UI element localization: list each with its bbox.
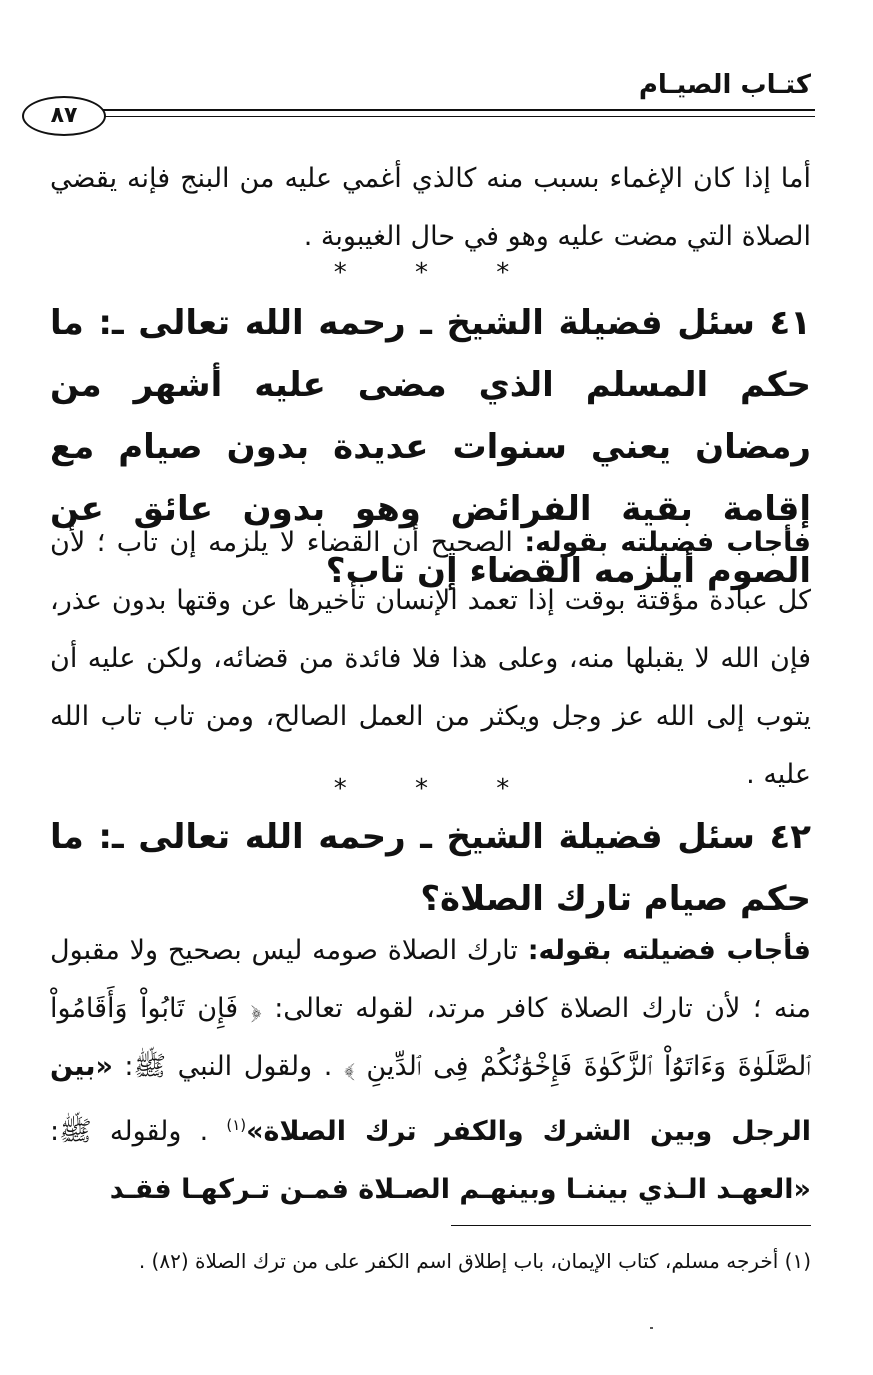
answer-41	[50, 514, 811, 804]
footnote-marker: (١)	[226, 1116, 247, 1134]
intro-paragraph: أما إذا كان الإغماء بسبب منه كالذي أغمي عليه من البنج فإنه يقضي الصلاة التي مضت عليه وهو في حال الغيبوبة .	[50, 163, 811, 252]
header-rule-thin	[100, 116, 815, 117]
answer-42-text-2: . ولقول النبي ﷺ:	[112, 1051, 344, 1082]
question-42: ٤٢ سئل فضيلة الشيخ ـ رحمه الله تعالى ـ: ما حكم صيام تارك الصلاة؟	[50, 817, 811, 919]
hadith-2: «العهـد الـذي بيننـا وبينهـم الصـلاة فمـن تـركهـا فقـد	[109, 1174, 811, 1205]
answer-41-lead: فأجاب فضيلته بقوله:	[524, 527, 811, 558]
answer-42-text-1: تارك الصلاة صومه ليس بصحيح ولا مقبول منه ؛ لأن تارك الصلاة كافر مرتد، لقوله تعالى:	[50, 935, 811, 1024]
section-separator-2: * * *	[333, 774, 540, 804]
answer-41-text: الصحيح أن القضاء لا يلزمه إن تاب ؛ لأن كل عبادة مؤقتة بوقت إذا تعمد الإنسان تأخيرها عن وقتها بدون عذر، فإن الله لا يقبلها منه، وعلى هذا فلا فائدة من قضائه، ولكن عليه أن يتوب إلى الله عز وجل ويكثر من العمل الصالح، ومن تاب تاب الله عليه .	[50, 527, 811, 790]
stray-mark	[650, 1327, 653, 1329]
answer-42	[50, 922, 811, 1219]
section-separator: * * *	[333, 258, 540, 288]
footnote-1: (١) أخرجه مسلم، كتاب الإيمان، باب إطلاق اسم الكفر على من ترك الصلاة (٨٢) .	[138, 1249, 811, 1273]
page-number-badge: ٨٧	[22, 96, 106, 136]
footnote-rule	[451, 1225, 811, 1226]
answer-42-lead: فأجاب فضيلته بقوله:	[527, 935, 811, 966]
header-rule	[100, 109, 815, 111]
running-header-title: كتـاب الصيـام	[638, 70, 811, 100]
hadith-1: «بين الرجل وبين الشرك والكفر ترك الصلاة»	[50, 1051, 812, 1147]
quran-verse: ﴿ فَإِن تَابُواْ وَأَقَامُواْ ٱلصَّلَوٰةَ وَءَاتَوُاْ ٱلزَّكَوٰةَ فَإِخْوَٰنُكُمْ فِى ٱلدِّينِ ﴾	[50, 993, 811, 1082]
question-41: ٤١ سئل فضيلة الشيخ ـ رحمه الله تعالى ـ: ما حكم المسلم الذي مضى عليه أشهر من رمضان يعني سنوات عديدة بدون صيام مع إقامة بقية الفرائض وهو بدون عائق عن الصوم أيلزمه القضاء إن تاب؟	[50, 303, 811, 591]
answer-42-text-3: . ولقوله ﷺ:	[50, 1116, 227, 1147]
